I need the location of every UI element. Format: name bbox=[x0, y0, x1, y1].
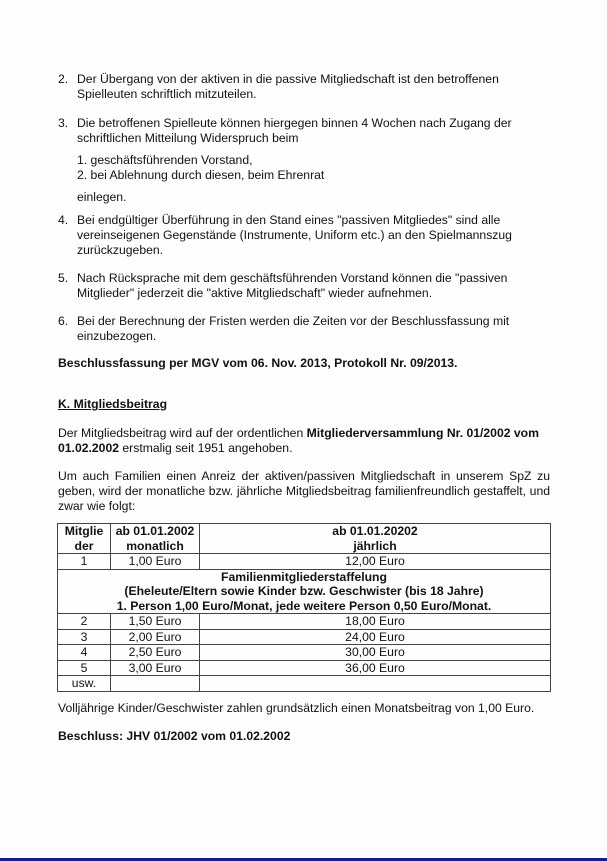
table-row bbox=[58, 554, 551, 570]
family-note: Familienmitgliederstaffelung (Eheleute/Eltern sowie Kinder bzw. Geschwister (bis 18 Jahre) 1. Person 1,00 Euro/Monat, jede weitere Person 0,50 Euro/Monat. bbox=[58, 569, 551, 614]
cell-monthly: 1,50 Euro bbox=[111, 614, 200, 630]
item-line: Spielleuten schriftlich mitzuteilen. bbox=[77, 87, 257, 101]
cell-monthly: 2,00 Euro bbox=[111, 629, 200, 645]
cell-members: 5 bbox=[58, 660, 111, 676]
cell-members: 2 bbox=[58, 614, 111, 630]
table-row bbox=[58, 629, 551, 645]
sub-item: 1. geschäftsführenden Vorstand, bbox=[77, 153, 253, 167]
item-line: Der Übergang von der aktiven in die passive Mitgliedschaft ist den betroffenen bbox=[77, 72, 499, 86]
item-line: einzubezogen. bbox=[77, 329, 157, 343]
family-paragraph: Um auch Familien einen Anreiz der aktiven/passiven Mitgliedschaft in unserem SpZ zu geben, wird der monatliche bzw. jährliche Mitgliedsbeitrag familienfreundlich gestaffelt, und zwar wie folgt: bbox=[58, 469, 550, 513]
item-number: 6. bbox=[58, 314, 69, 328]
item-line: Bei der Berechnung der Fristen werden die Zeiten vor der Beschlussfassung mit bbox=[77, 314, 510, 328]
fee-table bbox=[57, 523, 551, 692]
cell-members: 3 bbox=[58, 629, 111, 645]
item-line: Mitglieder" jederzeit die "aktive Mitgliedschaft" wieder aufnehmen. bbox=[77, 286, 433, 300]
table-row bbox=[58, 676, 551, 692]
cell-monthly: 2,50 Euro bbox=[111, 645, 200, 661]
cell-yearly bbox=[200, 676, 551, 692]
cell-monthly: 3,00 Euro bbox=[111, 660, 200, 676]
resolution-jhv: Beschluss: JHV 01/2002 vom 01.02.2002 bbox=[58, 729, 291, 743]
resolution-mgv: Beschlussfassung per MGV vom 06. Nov. 2013, Protokoll Nr. 09/2013. bbox=[58, 356, 458, 370]
cell-yearly: 30,00 Euro bbox=[200, 645, 551, 661]
header-yearly: ab 01.01.20202 jährlich bbox=[200, 524, 551, 554]
cell-monthly bbox=[111, 676, 200, 692]
cell-yearly: 18,00 Euro bbox=[200, 614, 551, 630]
item-number: 5. bbox=[58, 271, 69, 285]
item-line: Nach Rücksprache mit dem geschäftsführenden Vorstand können die "passiven bbox=[77, 271, 508, 285]
cell-members: 4 bbox=[58, 645, 111, 661]
item-line: schriftlichen Mitteilung Widerspruch beim bbox=[77, 131, 299, 145]
para-bold-date: 01.02.2002 bbox=[58, 441, 119, 455]
table-row bbox=[58, 660, 551, 676]
item-line: Bei endgültiger Überführung in den Stand eines "passiven Mitgliedes" sind alle bbox=[77, 213, 501, 227]
header-members: Mitglie der bbox=[58, 524, 111, 554]
item-line: Die betroffenen Spielleute können hiergegen binnen 4 Wochen nach Zugang der bbox=[77, 116, 512, 130]
cell-members: usw. bbox=[58, 676, 111, 692]
table-row bbox=[58, 645, 551, 661]
para-text: Der Mitgliedsbeitrag wird auf der ordentlichen bbox=[58, 426, 307, 440]
cell-monthly: 1,00 Euro bbox=[111, 554, 200, 570]
cell-yearly: 24,00 Euro bbox=[200, 629, 551, 645]
item-number: 2. bbox=[58, 72, 69, 86]
intro-paragraph bbox=[58, 426, 550, 456]
family-note-row bbox=[58, 569, 551, 614]
section-heading: K. Mitgliedsbeitrag bbox=[58, 397, 168, 411]
header-monthly: ab 01.01.2002 monatlich bbox=[111, 524, 200, 554]
para-bold: Mitgliederversammlung Nr. 01/2002 vom bbox=[306, 426, 539, 440]
cell-yearly: 12,00 Euro bbox=[200, 554, 551, 570]
table-row bbox=[58, 614, 551, 630]
cell-yearly: 36,00 Euro bbox=[200, 660, 551, 676]
item-line: zurückzugeben. bbox=[77, 243, 164, 257]
para-text: erstmalig seit 1951 angehoben. bbox=[119, 441, 293, 455]
item-line: vereinseigenen Gegenstände (Instrumente, Uniform etc.) an den Spielmannszug bbox=[77, 228, 512, 242]
item-tail: einlegen. bbox=[77, 190, 127, 204]
sub-item: 2. bei Ablehnung durch diesen, beim Ehrenrat bbox=[77, 168, 325, 182]
table-header-row bbox=[58, 524, 551, 554]
item-number: 3. bbox=[58, 116, 69, 130]
adult-children-note: Volljährige Kinder/Geschwister zahlen grundsätzlich einen Monatsbeitrag von 1,00 Euro. bbox=[58, 701, 535, 715]
cell-members: 1 bbox=[58, 554, 111, 570]
item-number: 4. bbox=[58, 213, 69, 227]
